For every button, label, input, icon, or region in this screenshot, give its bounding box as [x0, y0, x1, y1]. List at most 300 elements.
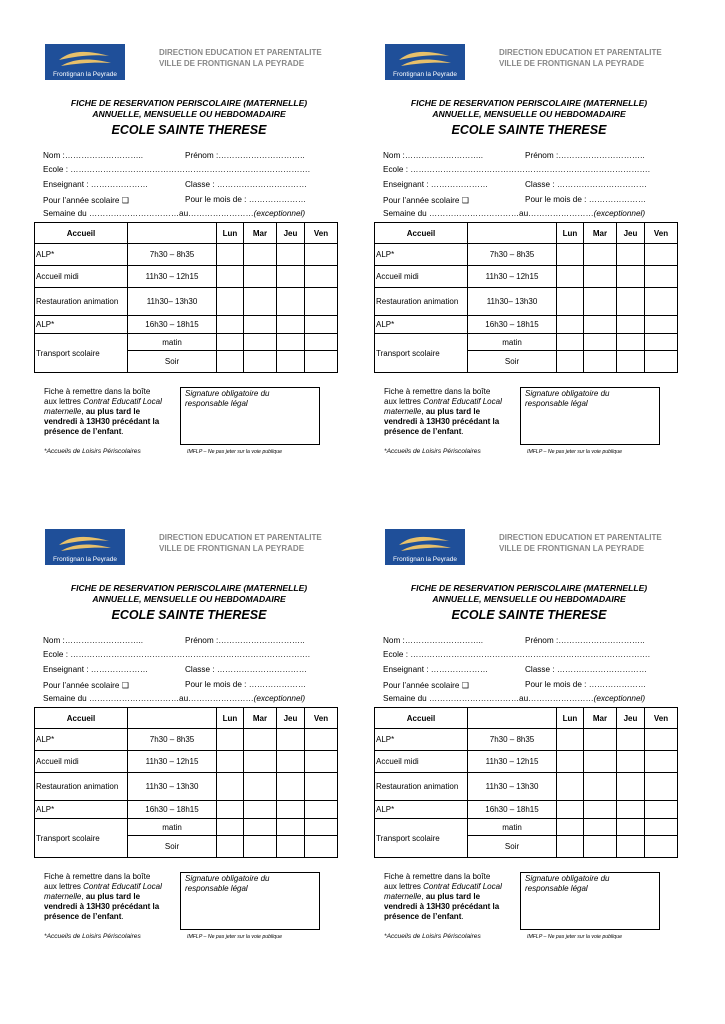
note-bold: au plus tard le: [425, 407, 481, 416]
school-name: ECOLE SAINTE THERESE: [111, 608, 267, 622]
note-line-3: [44, 892, 184, 902]
day-cell-mar[interactable]: [244, 266, 277, 288]
note-line-4: [384, 902, 524, 912]
day-cell-jeu[interactable]: [617, 266, 645, 288]
day-cell-lun[interactable]: [557, 334, 584, 351]
reservation-table: [34, 222, 338, 373]
reservation-form: [374, 44, 684, 524]
logo-text: Frontignan la Peyrade: [53, 556, 117, 563]
time-slot: Soir: [128, 836, 217, 858]
activity-label: ALP*: [375, 244, 468, 266]
submission-note: [44, 872, 184, 922]
note-text: aux lettres: [384, 882, 424, 891]
time-slot: 11h30 – 12h15: [128, 751, 217, 773]
semaine-field[interactable]: [43, 209, 305, 218]
signature-box[interactable]: [520, 872, 660, 930]
footer-imflp-note: IMFLP – Ne pas jeter sur la voie publique: [527, 449, 622, 455]
table-row: [375, 819, 678, 836]
note-bold: présence de l’enfant: [384, 912, 462, 921]
mois-field[interactable]: Pour le mois de : …………………: [185, 195, 307, 204]
note-line-5: [384, 427, 524, 437]
day-cell-ven[interactable]: [645, 244, 678, 266]
footer-imflp-note: IMFLP – Ne pas jeter sur la voie publique: [187, 449, 282, 455]
day-cell-ven[interactable]: [305, 751, 338, 773]
col-header-accueil: Accueil: [35, 708, 128, 729]
title-line-1: FICHE DE RESERVATION PERISCOLAIRE (MATERNELLE): [410, 98, 648, 108]
day-cell-mar[interactable]: [584, 729, 617, 751]
note-italic: maternelle: [384, 892, 422, 901]
day-cell-ven[interactable]: [305, 773, 338, 801]
day-cell-jeu[interactable]: [277, 334, 305, 351]
table-row: [375, 751, 678, 773]
header-direction: [159, 532, 322, 554]
table-row: [35, 819, 338, 836]
day-cell-lun[interactable]: [217, 801, 244, 819]
note-text: .: [121, 912, 124, 921]
col-header-jeu: Jeu: [617, 223, 645, 244]
day-cell-lun[interactable]: [557, 801, 584, 819]
day-cell-mar[interactable]: [584, 244, 617, 266]
time-slot: matin: [468, 819, 557, 836]
day-cell-ven[interactable]: [305, 729, 338, 751]
prenom-field[interactable]: Prénom :…………………………..: [525, 636, 645, 645]
day-cell-lun[interactable]: [557, 244, 584, 266]
day-cell-lun[interactable]: [217, 316, 244, 334]
logo-text: Frontignan la Peyrade: [393, 556, 457, 563]
note-text: aux lettres: [44, 882, 84, 891]
day-cell-mar[interactable]: [584, 773, 617, 801]
reservation-form: [34, 529, 344, 1009]
day-cell-lun[interactable]: [217, 351, 244, 373]
day-cell-lun[interactable]: [217, 819, 244, 836]
day-cell-ven[interactable]: [305, 836, 338, 858]
col-header-mar: Mar: [244, 708, 277, 729]
col-header-time: [128, 708, 217, 729]
note-text: ,: [421, 892, 426, 901]
table-row: [35, 266, 338, 288]
day-cell-lun[interactable]: [217, 751, 244, 773]
day-cell-ven[interactable]: [305, 244, 338, 266]
day-cell-mar[interactable]: [584, 836, 617, 858]
classe-field[interactable]: Classe : ……………………………: [525, 665, 647, 674]
direction-label: DIRECTION EDUCATION ET PARENTALITE: [499, 533, 662, 542]
day-cell-ven[interactable]: [645, 316, 678, 334]
enseignant-field[interactable]: Enseignant : …………………: [43, 665, 149, 674]
footer-alp-note: *Accueils de Loisirs Périscolaires: [384, 933, 481, 940]
school-name: ECOLE SAINTE THERESE: [111, 123, 267, 137]
day-cell-lun[interactable]: [557, 351, 584, 373]
day-cell-lun[interactable]: [217, 266, 244, 288]
table-row: [375, 244, 678, 266]
col-header-lun: Lun: [557, 223, 584, 244]
prenom-field[interactable]: Prénom :…………………………..: [185, 151, 305, 160]
time-slot: matin: [128, 334, 217, 351]
direction-label: DIRECTION EDUCATION ET PARENTALITE: [159, 48, 322, 57]
mois-field[interactable]: Pour le mois de : …………………: [525, 680, 647, 689]
note-text: aux lettres: [384, 397, 424, 406]
day-cell-lun[interactable]: [557, 266, 584, 288]
note-text: ,: [81, 892, 86, 901]
note-bold: présence de l’enfant: [44, 912, 122, 921]
annee-checkbox[interactable]: Pour l’année scolaire ❑: [43, 681, 130, 690]
submission-note: [384, 387, 524, 437]
time-slot: 11h30 – 12h15: [468, 266, 557, 288]
day-cell-mar[interactable]: [244, 836, 277, 858]
day-cell-jeu[interactable]: [277, 244, 305, 266]
time-slot: 11h30 – 12h15: [468, 751, 557, 773]
form-title: [34, 583, 344, 605]
form-title: [34, 98, 344, 120]
activity-label: Transport scolaire: [35, 334, 128, 373]
note-italic: Contrat Educatif Local: [83, 882, 162, 891]
time-slot: Soir: [468, 351, 557, 373]
logo-text: Frontignan la Peyrade: [393, 71, 457, 78]
activity-label: Restauration animation: [375, 773, 468, 801]
time-slot: 7h30 – 8h35: [128, 729, 217, 751]
nom-field[interactable]: Nom :………………………..: [383, 636, 484, 645]
day-cell-mar[interactable]: [584, 351, 617, 373]
school-name: ECOLE SAINTE THERESE: [451, 608, 607, 622]
day-cell-lun[interactable]: [217, 244, 244, 266]
time-slot: matin: [128, 819, 217, 836]
activity-label: Restauration animation: [35, 773, 128, 801]
day-cell-ven[interactable]: [645, 729, 678, 751]
prenom-field[interactable]: Prénom :…………………………..: [525, 151, 645, 160]
note-bold: au plus tard le: [425, 892, 481, 901]
col-header-lun: Lun: [217, 708, 244, 729]
col-header-lun: Lun: [217, 223, 244, 244]
semaine-text: Semaine du ……………………………au……………………: [43, 694, 254, 703]
day-cell-mar[interactable]: [584, 334, 617, 351]
day-cell-mar[interactable]: [584, 819, 617, 836]
footer-alp-note: *Accueils de Loisirs Périscolaires: [384, 448, 481, 455]
day-cell-mar[interactable]: [244, 801, 277, 819]
col-header-jeu: Jeu: [277, 708, 305, 729]
day-cell-ven[interactable]: [645, 266, 678, 288]
activity-label: ALP*: [35, 801, 128, 819]
mois-field[interactable]: Pour le mois de : …………………: [185, 680, 307, 689]
day-cell-jeu[interactable]: [277, 351, 305, 373]
activity-label: Accueil midi: [375, 266, 468, 288]
header-direction: [499, 532, 662, 554]
activity-label: ALP*: [35, 244, 128, 266]
mois-field[interactable]: Pour le mois de : …………………: [525, 195, 647, 204]
table-row: [35, 801, 338, 819]
enseignant-field[interactable]: Enseignant : …………………: [383, 180, 489, 189]
table-row: [35, 244, 338, 266]
note-line-3: [384, 407, 524, 417]
table-row: [375, 316, 678, 334]
day-cell-ven[interactable]: [645, 819, 678, 836]
col-header-time: [128, 223, 217, 244]
annee-checkbox[interactable]: Pour l’année scolaire ❑: [383, 196, 470, 205]
ecole-field[interactable]: Ecole : …………………………………………………………………………….: [383, 650, 651, 659]
note-text: .: [461, 427, 464, 436]
day-cell-jeu[interactable]: [617, 244, 645, 266]
title-line-1: FICHE DE RESERVATION PERISCOLAIRE (MATERNELLE): [70, 98, 308, 108]
day-cell-mar[interactable]: [244, 751, 277, 773]
enseignant-field[interactable]: Enseignant : …………………: [383, 665, 489, 674]
city-logo: [385, 529, 465, 565]
activity-label: Transport scolaire: [375, 819, 468, 858]
day-cell-jeu[interactable]: [617, 316, 645, 334]
day-cell-mar[interactable]: [244, 773, 277, 801]
table-row: [375, 334, 678, 351]
enseignant-field[interactable]: Enseignant : …………………: [43, 180, 149, 189]
table-header-row: [35, 708, 338, 729]
day-cell-lun[interactable]: [557, 729, 584, 751]
note-line-5: [44, 427, 184, 437]
day-cell-ven[interactable]: [305, 801, 338, 819]
day-cell-jeu[interactable]: [277, 316, 305, 334]
title-line-2: ANNUELLE, MENSUELLE OU HEBDOMADAIRE: [92, 109, 286, 119]
city-logo: [45, 529, 125, 565]
semaine-field[interactable]: [43, 694, 305, 703]
activity-label: ALP*: [375, 801, 468, 819]
day-cell-mar[interactable]: [584, 751, 617, 773]
exceptionnel-text: (exceptionnel): [253, 694, 306, 703]
time-slot: 11h30 – 12h15: [128, 266, 217, 288]
semaine-field[interactable]: [383, 209, 645, 218]
note-line-4: [44, 902, 184, 912]
day-cell-jeu[interactable]: [277, 773, 305, 801]
exceptionnel-text: (exceptionnel): [593, 209, 646, 218]
day-cell-lun[interactable]: [217, 334, 244, 351]
day-cell-jeu[interactable]: [617, 819, 645, 836]
day-cell-mar[interactable]: [584, 801, 617, 819]
note-line-2: [44, 397, 184, 407]
footer-imflp-note: IMFLP – Ne pas jeter sur la voie publique: [527, 934, 622, 940]
note-italic: Contrat Educatif Local: [423, 397, 502, 406]
city-logo: [385, 44, 465, 80]
title-line-1: FICHE DE RESERVATION PERISCOLAIRE (MATERNELLE): [410, 583, 648, 593]
note-italic: maternelle: [44, 407, 82, 416]
col-header-time: [468, 223, 557, 244]
table-row: [35, 729, 338, 751]
reservation-form: [374, 529, 684, 1009]
time-slot: 16h30 – 18h15: [128, 801, 217, 819]
note-line-4: [44, 417, 184, 427]
day-cell-jeu[interactable]: [617, 334, 645, 351]
col-header-ven: Ven: [645, 223, 678, 244]
note-italic: Contrat Educatif Local: [83, 397, 162, 406]
submission-note: [384, 872, 524, 922]
day-cell-ven[interactable]: [645, 773, 678, 801]
annee-checkbox[interactable]: Pour l’année scolaire ❑: [383, 681, 470, 690]
note-italic: Contrat Educatif Local: [423, 882, 502, 891]
day-cell-mar[interactable]: [244, 316, 277, 334]
exceptionnel-text: (exceptionnel): [253, 209, 306, 218]
table-header-row: [375, 223, 678, 244]
activity-label: ALP*: [375, 729, 468, 751]
col-header-ven: Ven: [305, 223, 338, 244]
note-italic: maternelle: [44, 892, 82, 901]
table-row: [375, 729, 678, 751]
day-cell-jeu[interactable]: [617, 751, 645, 773]
day-cell-mar[interactable]: [244, 288, 277, 316]
day-cell-mar[interactable]: [244, 351, 277, 373]
day-cell-lun[interactable]: [557, 836, 584, 858]
signature-label: Signature obligatoire du responsable légal: [185, 874, 270, 893]
day-cell-jeu[interactable]: [277, 801, 305, 819]
note-bold: vendredi à 13H30 précédant la: [44, 902, 160, 911]
activity-label: Accueil midi: [375, 751, 468, 773]
day-cell-lun[interactable]: [217, 729, 244, 751]
reservation-table: [34, 707, 338, 858]
ville-label: VILLE DE FRONTIGNAN LA PEYRADE: [499, 59, 645, 68]
prenom-field[interactable]: Prénom :…………………………..: [185, 636, 305, 645]
table-row: [375, 801, 678, 819]
time-slot: 11h30 – 13h30: [128, 773, 217, 801]
classe-field[interactable]: Classe : ……………………………: [185, 665, 307, 674]
day-cell-ven[interactable]: [645, 801, 678, 819]
nom-field[interactable]: Nom :………………………..: [43, 151, 144, 160]
day-cell-lun[interactable]: [217, 836, 244, 858]
col-header-mar: Mar: [584, 223, 617, 244]
day-cell-lun[interactable]: [217, 288, 244, 316]
time-slot: Soir: [128, 351, 217, 373]
day-cell-lun[interactable]: [557, 819, 584, 836]
day-cell-lun[interactable]: [557, 316, 584, 334]
day-cell-jeu[interactable]: [617, 836, 645, 858]
day-cell-ven[interactable]: [305, 316, 338, 334]
note-line-2: [384, 397, 524, 407]
col-header-jeu: Jeu: [617, 708, 645, 729]
classe-field[interactable]: Classe : ……………………………: [525, 180, 647, 189]
reservation-table: [374, 707, 678, 858]
col-header-ven: Ven: [305, 708, 338, 729]
day-cell-jeu[interactable]: [277, 266, 305, 288]
day-cell-jeu[interactable]: [277, 729, 305, 751]
day-cell-jeu[interactable]: [277, 836, 305, 858]
table-row: [35, 316, 338, 334]
submission-note: [44, 387, 184, 437]
day-cell-jeu[interactable]: [617, 801, 645, 819]
table-header-row: [375, 708, 678, 729]
ecole-field[interactable]: Ecole : …………………………………………………………………………….: [43, 650, 311, 659]
semaine-text: Semaine du ……………………………au……………………: [383, 209, 594, 218]
header-direction: [499, 47, 662, 69]
day-cell-mar[interactable]: [584, 266, 617, 288]
city-logo: [45, 44, 125, 80]
ecole-field[interactable]: Ecole : …………………………………………………………………………….: [383, 165, 651, 174]
form-title: [374, 583, 684, 605]
day-cell-ven[interactable]: [305, 288, 338, 316]
day-cell-ven[interactable]: [305, 819, 338, 836]
signature-label: Signature obligatoire du responsable légal: [525, 874, 610, 893]
nom-field[interactable]: Nom :………………………..: [43, 636, 144, 645]
day-cell-ven[interactable]: [305, 351, 338, 373]
col-header-jeu: Jeu: [277, 223, 305, 244]
day-cell-ven[interactable]: [645, 288, 678, 316]
time-slot: 11h30– 13h30: [128, 288, 217, 316]
nom-field[interactable]: Nom :………………………..: [383, 151, 484, 160]
reservation-form: [34, 44, 344, 524]
time-slot: Soir: [468, 836, 557, 858]
activity-label: ALP*: [35, 316, 128, 334]
day-cell-mar[interactable]: [244, 334, 277, 351]
note-text: ,: [81, 407, 86, 416]
activity-label: Restauration animation: [35, 288, 128, 316]
day-cell-jeu[interactable]: [277, 819, 305, 836]
ville-label: VILLE DE FRONTIGNAN LA PEYRADE: [499, 544, 645, 553]
table-row: [375, 288, 678, 316]
activity-label: Transport scolaire: [35, 819, 128, 858]
col-header-mar: Mar: [244, 223, 277, 244]
ville-label: VILLE DE FRONTIGNAN LA PEYRADE: [159, 59, 305, 68]
annee-checkbox[interactable]: Pour l’année scolaire ❑: [43, 196, 130, 205]
day-cell-jeu[interactable]: [277, 751, 305, 773]
semaine-text: Semaine du ……………………………au……………………: [43, 209, 254, 218]
title-line-1: FICHE DE RESERVATION PERISCOLAIRE (MATERNELLE): [70, 583, 308, 593]
activity-label: Transport scolaire: [375, 334, 468, 373]
note-line-2: [384, 882, 524, 892]
direction-label: DIRECTION EDUCATION ET PARENTALITE: [159, 533, 322, 542]
day-cell-ven[interactable]: [645, 836, 678, 858]
reservation-table: [374, 222, 678, 373]
semaine-field[interactable]: [383, 694, 645, 703]
school-name: ECOLE SAINTE THERESE: [451, 123, 607, 137]
time-slot: 11h30 – 13h30: [468, 773, 557, 801]
day-cell-mar[interactable]: [244, 729, 277, 751]
activity-label: Restauration animation: [375, 288, 468, 316]
signature-box[interactable]: [520, 387, 660, 445]
footer-imflp-note: IMFLP – Ne pas jeter sur la voie publique: [187, 934, 282, 940]
day-cell-lun[interactable]: [557, 751, 584, 773]
note-bold: au plus tard le: [85, 407, 141, 416]
note-line-1: Fiche à remettre dans la boîte: [44, 872, 151, 881]
col-header-mar: Mar: [584, 708, 617, 729]
footer-alp-note: *Accueils de Loisirs Périscolaires: [44, 448, 141, 455]
time-slot: 16h30 – 18h15: [128, 316, 217, 334]
classe-field[interactable]: Classe : ……………………………: [185, 180, 307, 189]
col-header-accueil: Accueil: [35, 223, 128, 244]
day-cell-lun[interactable]: [557, 288, 584, 316]
day-cell-ven[interactable]: [645, 351, 678, 373]
day-cell-ven[interactable]: [305, 334, 338, 351]
day-cell-ven[interactable]: [645, 751, 678, 773]
ecole-field[interactable]: Ecole : …………………………………………………………………………….: [43, 165, 311, 174]
day-cell-jeu[interactable]: [617, 773, 645, 801]
table-row: [35, 751, 338, 773]
day-cell-mar[interactable]: [244, 819, 277, 836]
day-cell-jeu[interactable]: [277, 288, 305, 316]
note-line-2: [44, 882, 184, 892]
day-cell-lun[interactable]: [217, 773, 244, 801]
table-row: [375, 773, 678, 801]
title-line-2: ANNUELLE, MENSUELLE OU HEBDOMADAIRE: [92, 594, 286, 604]
table-row: [35, 288, 338, 316]
note-bold: vendredi à 13H30 précédant la: [384, 902, 500, 911]
day-cell-jeu[interactable]: [617, 729, 645, 751]
signature-box[interactable]: [180, 872, 320, 930]
day-cell-mar[interactable]: [244, 244, 277, 266]
col-header-accueil: Accueil: [375, 708, 468, 729]
day-cell-ven[interactable]: [645, 334, 678, 351]
note-line-3: [44, 407, 184, 417]
col-header-accueil: Accueil: [375, 223, 468, 244]
day-cell-jeu[interactable]: [617, 288, 645, 316]
day-cell-jeu[interactable]: [617, 351, 645, 373]
day-cell-mar[interactable]: [584, 316, 617, 334]
col-header-lun: Lun: [557, 708, 584, 729]
note-italic: maternelle: [384, 407, 422, 416]
note-line-4: [384, 417, 524, 427]
day-cell-lun[interactable]: [557, 773, 584, 801]
day-cell-ven[interactable]: [305, 266, 338, 288]
signature-box[interactable]: [180, 387, 320, 445]
day-cell-mar[interactable]: [584, 288, 617, 316]
